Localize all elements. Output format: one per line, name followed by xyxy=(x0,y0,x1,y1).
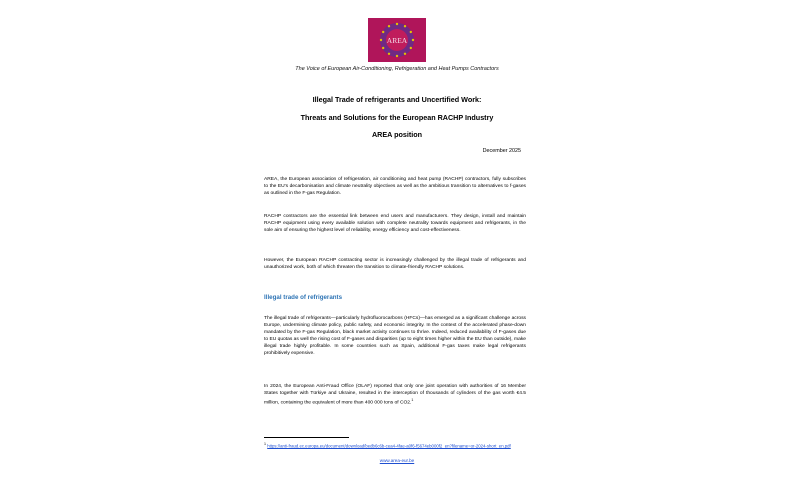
footer-website-link[interactable]: www.area-eur.be xyxy=(379,458,415,463)
footnote-separator xyxy=(264,437,349,438)
document-title-line-1: Illegal Trade of refrigerants and Uncertified Work: xyxy=(312,95,482,104)
paragraph-olaf xyxy=(264,383,526,407)
document-title-line-2: Threats and Solutions for the European RACHP Industry xyxy=(300,113,494,122)
tagline: The Voice of European Air-Conditioning, Refrigeration and Heat Pumps Contractors xyxy=(295,66,499,72)
footnote-link[interactable]: https://anti-fraud.ec.europa.eu/document/download/bedb6c6b-cea4-4fae-a0f6-f5674eb000f2_en?filename=or-2024-short_en.pdf xyxy=(267,443,511,449)
section-heading-illegal-trade: Illegal trade of refrigerants xyxy=(264,294,343,301)
paragraph-illegal-trade: The illegal trade of refrigerants—particularly hydrofluorocarbons (HFCs)—has emerged as a significant challenge across Europe, undermining climate policy, public safety, and economic integrity. In the context of the accelerated phase-down mandated by the F-gas Regulation, black market activity continues to thrive. Indeed, reduced availability of F-gases due to EU quotas as well the rising cost of F-gases and disparities (up to eight times higher within the EU than outside), make illegal trade highly profitable. In some countries such as Spain, additional F-gas taxes make legal refrigerants prohibitively expensive. xyxy=(264,316,526,356)
paragraph-challenge: However, the European RACHP contracting sector is increasingly challenged by the illegal trade of refrigerants and unauthorized work, both of which threaten the transition to climate-friendly RACHP solutions. xyxy=(264,258,526,270)
document-date: December 2025 xyxy=(482,148,521,154)
footnote xyxy=(264,441,526,449)
document-subtitle: AREA position xyxy=(371,130,423,139)
paragraph-olaf-text: In 2024, the European Anti-Fraud Office (OLAF) reported that only one joint operation with authorities of 16 Member States together with Türkiye and Ukraine, resulted in the interception of thousands of cylinders of the gas worth €4.5 million, containing the equivalent of more than 400 000 tons of CO2. xyxy=(264,384,526,406)
logo-text: AREA xyxy=(386,36,408,45)
footnote-marker: 1 xyxy=(264,442,266,446)
paragraph-contractors: RACHP contractors are the essential link between end users and manufacturers. They design, install and maintain RACHP equipment using every available solution with complete neutrality towards equipment and refrigerants, in the sole aim of ensuring the highest level of reliability, energy efficiency and cost-effectiveness. xyxy=(264,214,526,233)
footnote-reference[interactable]: 1 xyxy=(411,398,414,402)
paragraph-intro: AREA, the European association of refrigeration, air conditioning and heat pump (RACHP) contractors, fully subscribes to the EU's decarbonisation and climate neutrality objectives as well as the ambitious transition to alternatives to f-gases as outlined in the F-gas Regulation. xyxy=(264,177,526,196)
area-logo xyxy=(368,18,426,62)
